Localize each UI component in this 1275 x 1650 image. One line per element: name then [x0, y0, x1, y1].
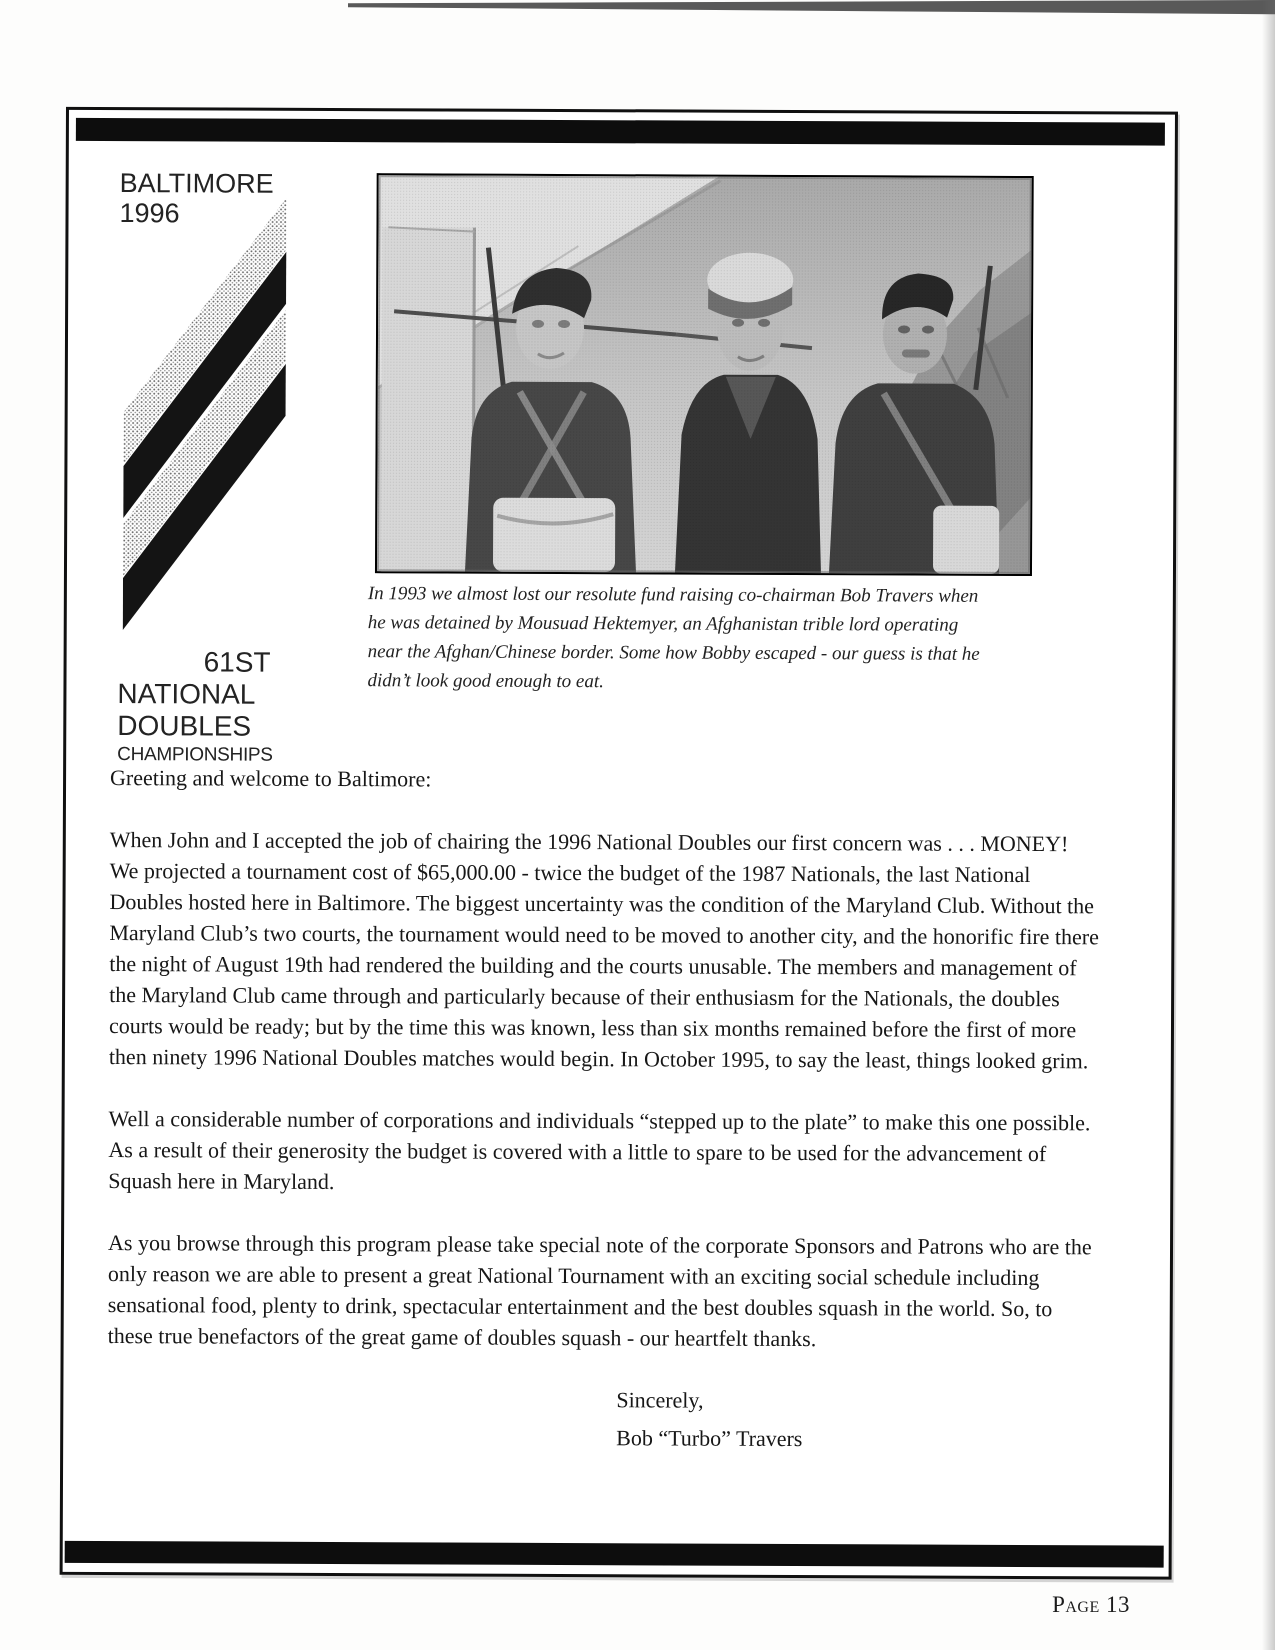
bottom-rule-bar — [65, 1541, 1164, 1568]
logo-diagonal-stripes-graphic — [123, 195, 287, 656]
letter-closing-block — [616, 1384, 1097, 1455]
tournament-logo-title — [117, 646, 271, 769]
letter-signature: Bob “Turbo” Travers — [616, 1425, 803, 1452]
letter-paragraph-3: As you browse through this program please take special note of the corporate Sponsors and Patrons who are the only reason we are able to present a great National Tournament with an exciting social schedule including sensational food, plenty to drink, spectacular entertainment and the best doubles squash in the world. So, to these true benefactors of the great game of doubles squash - our heartfelt thanks. — [107, 1230, 1092, 1352]
logo-title-line1: NATIONAL — [117, 678, 256, 710]
group-photo-of-three-men — [377, 175, 1032, 574]
scan-shadow-right — [1262, 0, 1275, 1650]
logo-title-line3: CHAMPIONSHIPS — [117, 744, 273, 766]
logo-year-label: 1996 — [119, 198, 180, 229]
group-photo-figure — [375, 173, 1034, 576]
letter-salutation: Greeting and welcome to Baltimore: — [110, 765, 432, 792]
letter-closing: Sincerely, — [616, 1387, 704, 1413]
photo-caption: In 1993 we almost lost our resolute fund raising co-chairman Bob Travers when he was detained by Mousuad Hektemyer, an Afghanistan trible lord operating near the Afghan/Chinese border. Some how Bobby escaped - our guess is that he didn’t look good enough to eat. — [367, 583, 980, 693]
top-rule-bar — [76, 118, 1165, 146]
page-number: Page 13 — [1052, 1592, 1130, 1617]
letter-paragraph-2: Well a considerable number of corporations and individuals “stepped up to the plate” to make this one possible. As a result of their generosity the budget is covered with a little to spare to be used for the advancement of Squash here in Maryland. — [108, 1106, 1091, 1195]
scan-edge-artifact — [348, 0, 1275, 15]
logo-edition-label: 61ST — [203, 646, 271, 678]
logo-city-label: BALTIMORE — [119, 168, 274, 199]
logo-title-line2: DOUBLES — [117, 710, 252, 742]
letter-paragraph-1: When John and I accepted the job of chairing the 1996 National Doubles our first concern was . . . MONEY! We projected a tournament cost of $65,000.00 - twice the budget of the 1987 Nationals, the last National Doubles hosted here in Baltimore. The biggest uncertainty was the condition of the Maryland Club. Without the Maryland Club’s two courts, the tournament would need to be moved to another city, and the honorific fire there the night of August 19th had rendered the building and the courts unusable. The members and management of the Maryland Club came through and particularly because of their enthusiasm for the Nationals, the doubles courts would be ready; but by the time this was known, less than six months remained before the first of more then ninety 1996 National Doubles matches would begin. In October 1995, to say the least, things looked grim. — [108, 827, 1099, 1074]
program-page-frame — [60, 107, 1178, 1580]
letter-body — [107, 762, 1100, 1462]
